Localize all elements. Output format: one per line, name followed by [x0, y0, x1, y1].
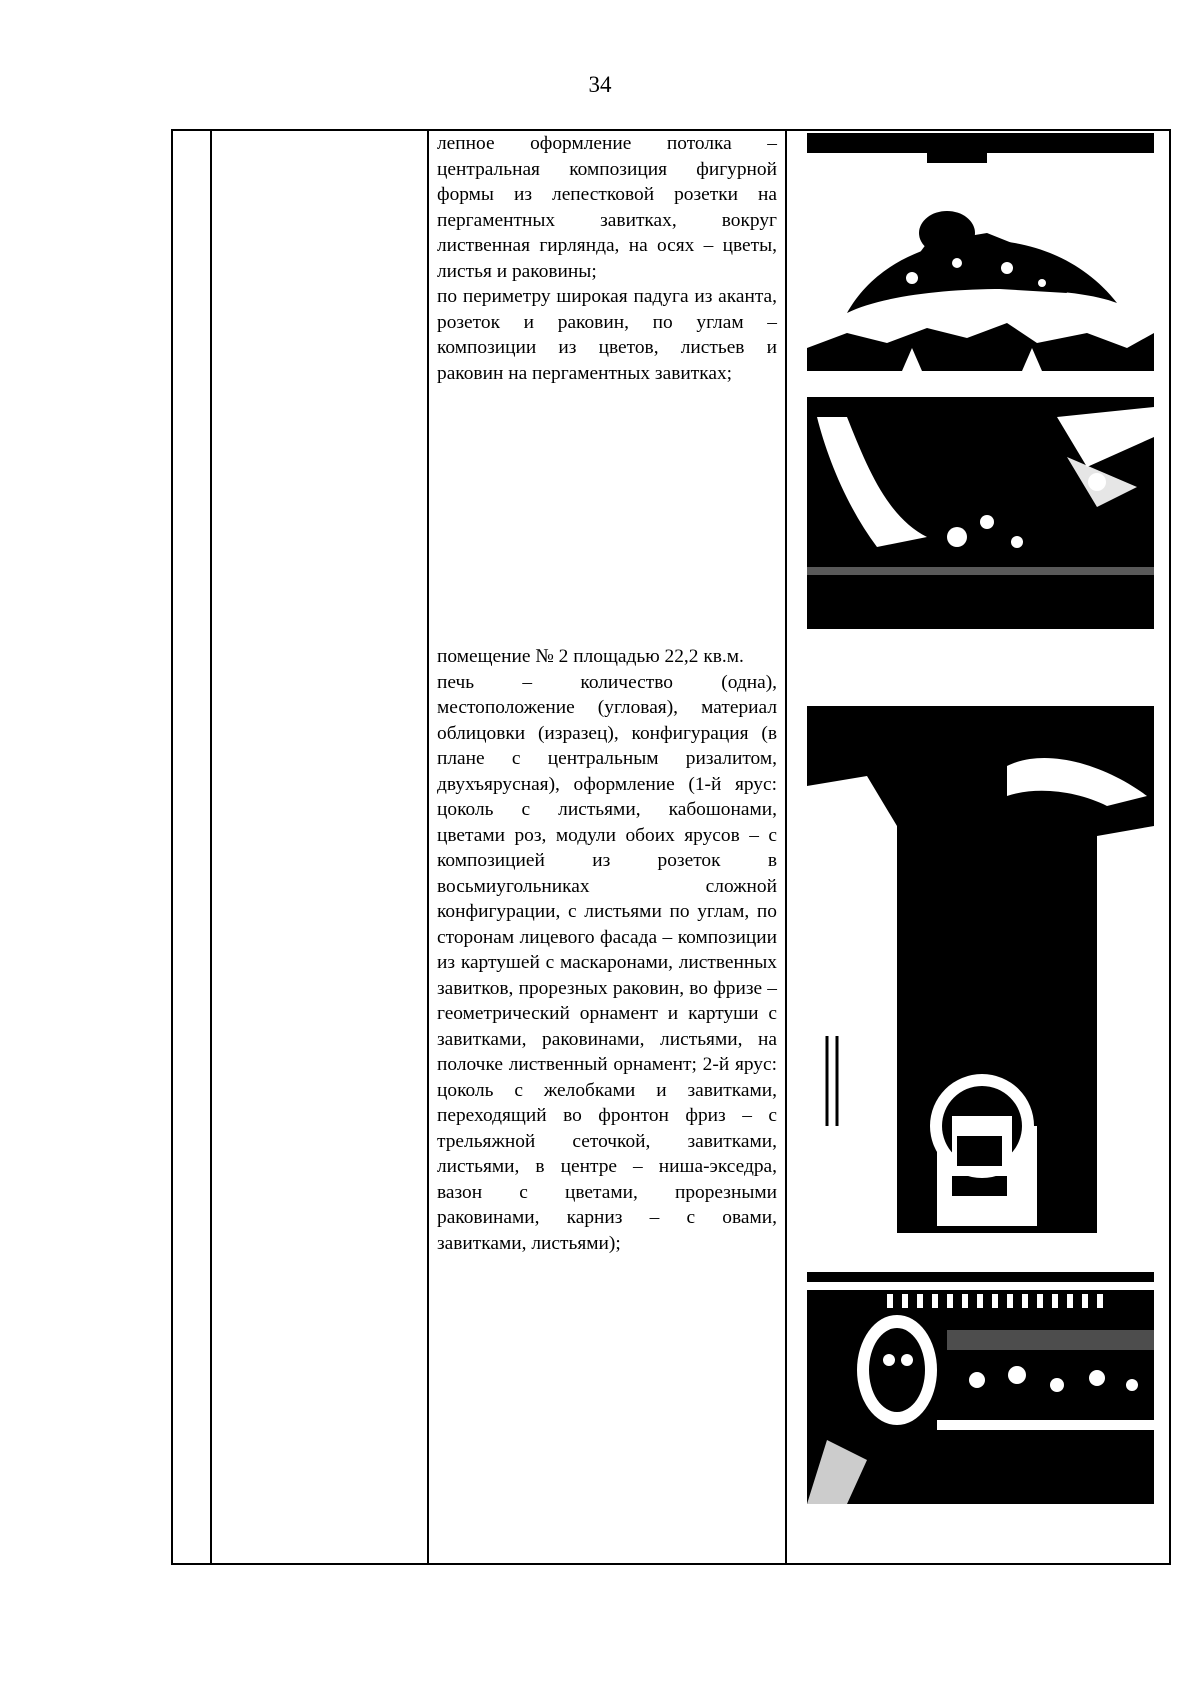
- page-number: 34: [588, 72, 612, 97]
- room-heading: помещение № 2 площадью 22,2 кв.м.: [437, 646, 744, 667]
- description-block-ceiling: [437, 131, 777, 386]
- table-column-divider: [785, 131, 787, 1563]
- ceiling-rosette-photo: [807, 133, 1154, 371]
- paragraph: лепное оформление потолка – центральная композиция фигурной формы из лепестковой розетки на пергаментных завитках, вокруг лиственная гирлянда, на осях – цветы, листья и раковины;: [437, 133, 777, 282]
- table-column-divider: [427, 131, 429, 1563]
- paragraph: по периметру широкая падуга из аканта, розеток и раковин, по углам – композиции из цветов, листьев и раковин на пергаментных завитках;: [437, 286, 777, 384]
- stove-detail-photo: [807, 1260, 1154, 1504]
- tiled-stove-photo: [807, 706, 1154, 1233]
- description-block-room-2: [437, 644, 777, 1256]
- ceiling-corner-photo: [807, 397, 1154, 629]
- paragraph: печь – количество (одна), местоположение (угловая), материал облицовки (изразец), конфигурация (в плане с центральным ризалитом, двухъярусная), оформление (1-й ярус: цоколь с листьями, кабошонами, цветами роз, модули обоих ярусов – с композицией из розеток в восьмиугольниках сложной конфигурации, с листьями по углам, по сторонам лицевого фасада – композиции из картушей с маскаронами, лиственных завитков, прорезных раковин, во фризе – геометрический орнамент и картуши с завитками, раковинами, листьями, на полочке лиственный орнамент; 2-й ярус: цоколь с желобками и завитками, переходящий во фронтон фриз – с трельяжной сеточкой, завитками, листьями, в центре – ниша-экседра, вазон с цветами, прорезными раковинами, карниз – с овами, завитками, листьями);: [437, 671, 777, 1254]
- document-table: [171, 129, 1171, 1565]
- table-column-divider: [210, 131, 212, 1563]
